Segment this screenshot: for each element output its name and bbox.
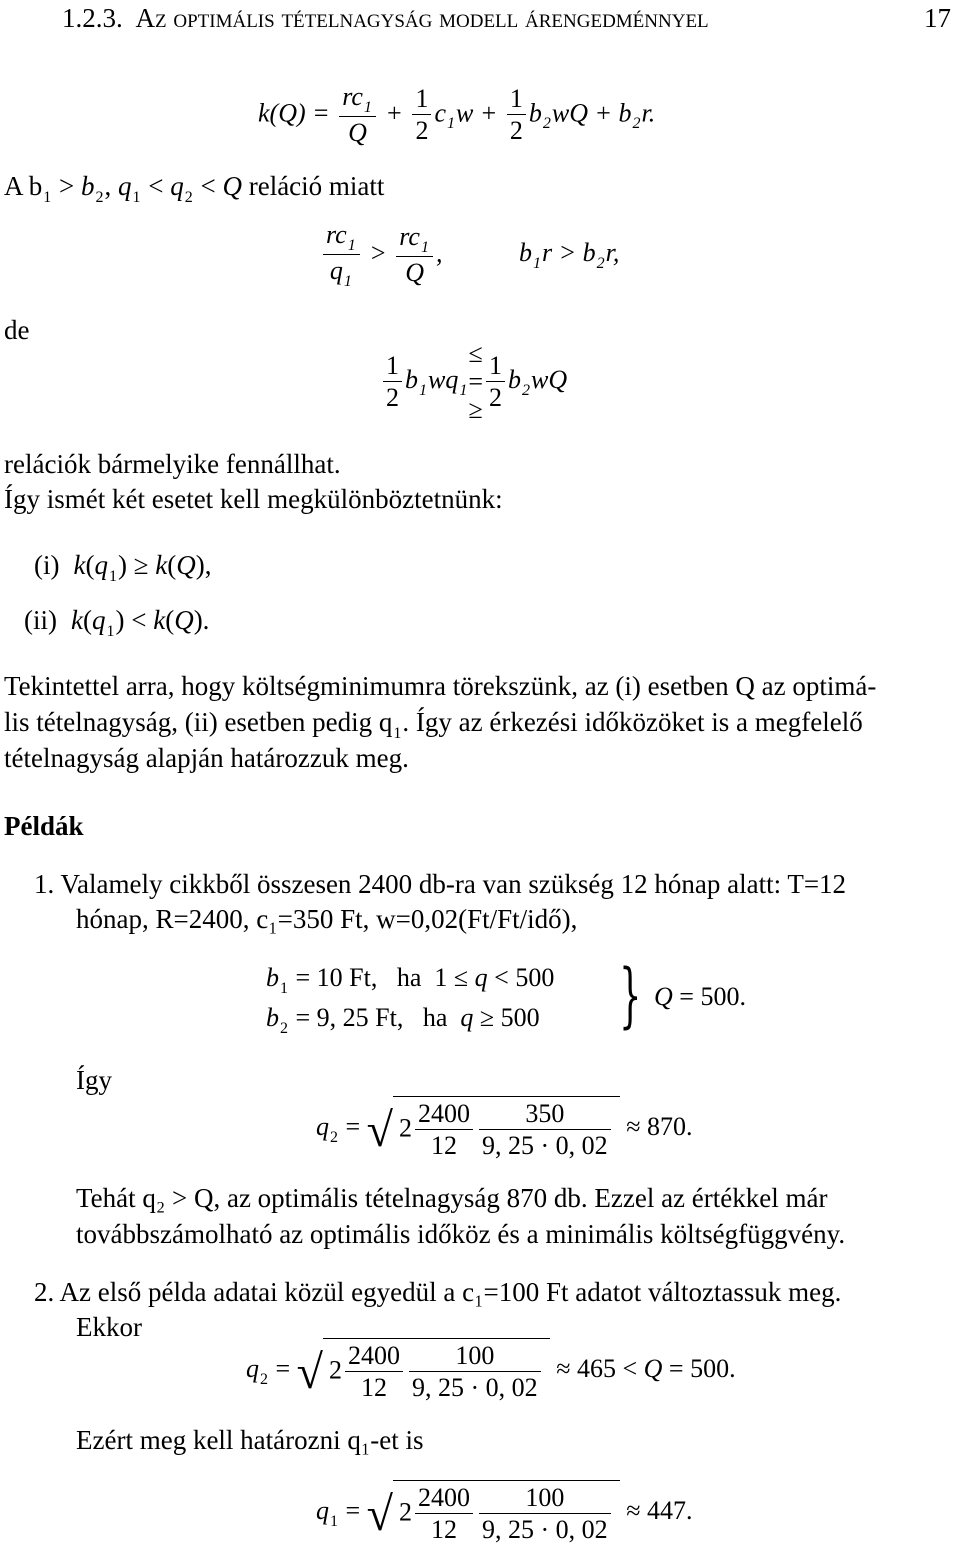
paragraph-line1: Tekintettel arra, hogy költségminimumra törekszünk, az (i) esetben Q az optimá- (4, 671, 877, 701)
two-cases-text: Így ismét két esetet kell megkülönböztetnünk: (4, 484, 503, 514)
examples-heading: Példák (4, 811, 84, 841)
example2-line2: Ekkor (76, 1312, 142, 1342)
page-number: 17 (924, 3, 951, 33)
paragraph-line3: tételnagyság alapján határozzuk meg. (4, 743, 409, 773)
inequality-rc: $\frac{rc_1}{q_1}$ > $\frac{rc_1}{Q}$ , $b_1r > b_2r$, (320, 220, 619, 291)
q2-formula-ex2: $q_2$ = √ 2 $\frac{2400}{12}$ $\frac{100}{9, 25 \cdot 0, 02}$ ≈ 465 < Q = 500. (246, 1338, 736, 1404)
example1-line2: hónap, R=2400, c₁=350 Ft, w=0,02(Ft/Ft/idő), (76, 904, 578, 934)
piecewise-result: Q = 500. (654, 982, 746, 1011)
relations-text: relációk bármelyike fennállhat. (4, 449, 341, 479)
section-title: Az optimális tételnagyság modell árengedménnyel (135, 3, 709, 33)
paragraph-line2: lis tételnagyság, (ii) esetben pedig $q_1$. Így az érkezési időközöket is a megfelelő (4, 707, 863, 742)
q1-formula-ex2: $q_1$ = √ 2 $\frac{2400}{12}$ $\frac{100}{9, 25 \cdot 0, 02}$ ≈ 447. (316, 1480, 692, 1546)
case-ii: (ii) $k(q_1) < k(Q)$. (24, 605, 210, 640)
word-igy: Így (76, 1065, 112, 1095)
example1-result1: Tehát q₂ > Q, az optimális tételnagyság 870 db. Ezzel az értékkel már (76, 1183, 828, 1213)
relation-intro: A $b_1 > b_2$, $q_1 < q_2 < Q$ reláció miatt (4, 171, 385, 206)
brace-glyph: } (619, 954, 642, 1036)
case-i: (i) $k(q_1) \ge k(Q)$, (34, 550, 212, 585)
section-number: 1.2.3. (62, 3, 123, 33)
q2-formula-ex1: $q_2$ = √ 2 $\frac{2400}{12}$ $\frac{350}{9, 25 \cdot 0, 02}$ ≈ 870. (316, 1096, 692, 1162)
piecewise-b: $b_1 = 10$ Ft, ha 1 ≤ q < 500 $b_2 = 9$, 25 Ft, ha q ≥ 500 (266, 963, 555, 1037)
running-header (62, 0, 709, 36)
example2-line1: 2. Az első példa adatai közül egyedül a c₁=100 Ft adatot változtassuk meg. (34, 1277, 842, 1307)
example2-line3: Ezért meg kell határozni q₁-et is (76, 1425, 424, 1455)
example1-result2: továbbszámolható az optimális időköz és a minimális költségfüggvény. (76, 1219, 846, 1249)
cost-formula: k(Q) = $\frac{rc_1}{Q}$ + $\frac{1}{2}$ $c_1w$ + $\frac{1}{2}$ $b_2wQ + b_2r$. (258, 82, 656, 147)
example1-line1: 1. Valamely cikkből összesen 2400 db-ra van szükség 12 hónap alatt: T=12 (34, 869, 847, 899)
inequality-bw: $\frac{1}{2}$ $b_1wq_1\le$ = ≥ $\frac{1}{2}$ $b_2wQ$ (380, 340, 567, 424)
word-de: de (4, 315, 30, 345)
